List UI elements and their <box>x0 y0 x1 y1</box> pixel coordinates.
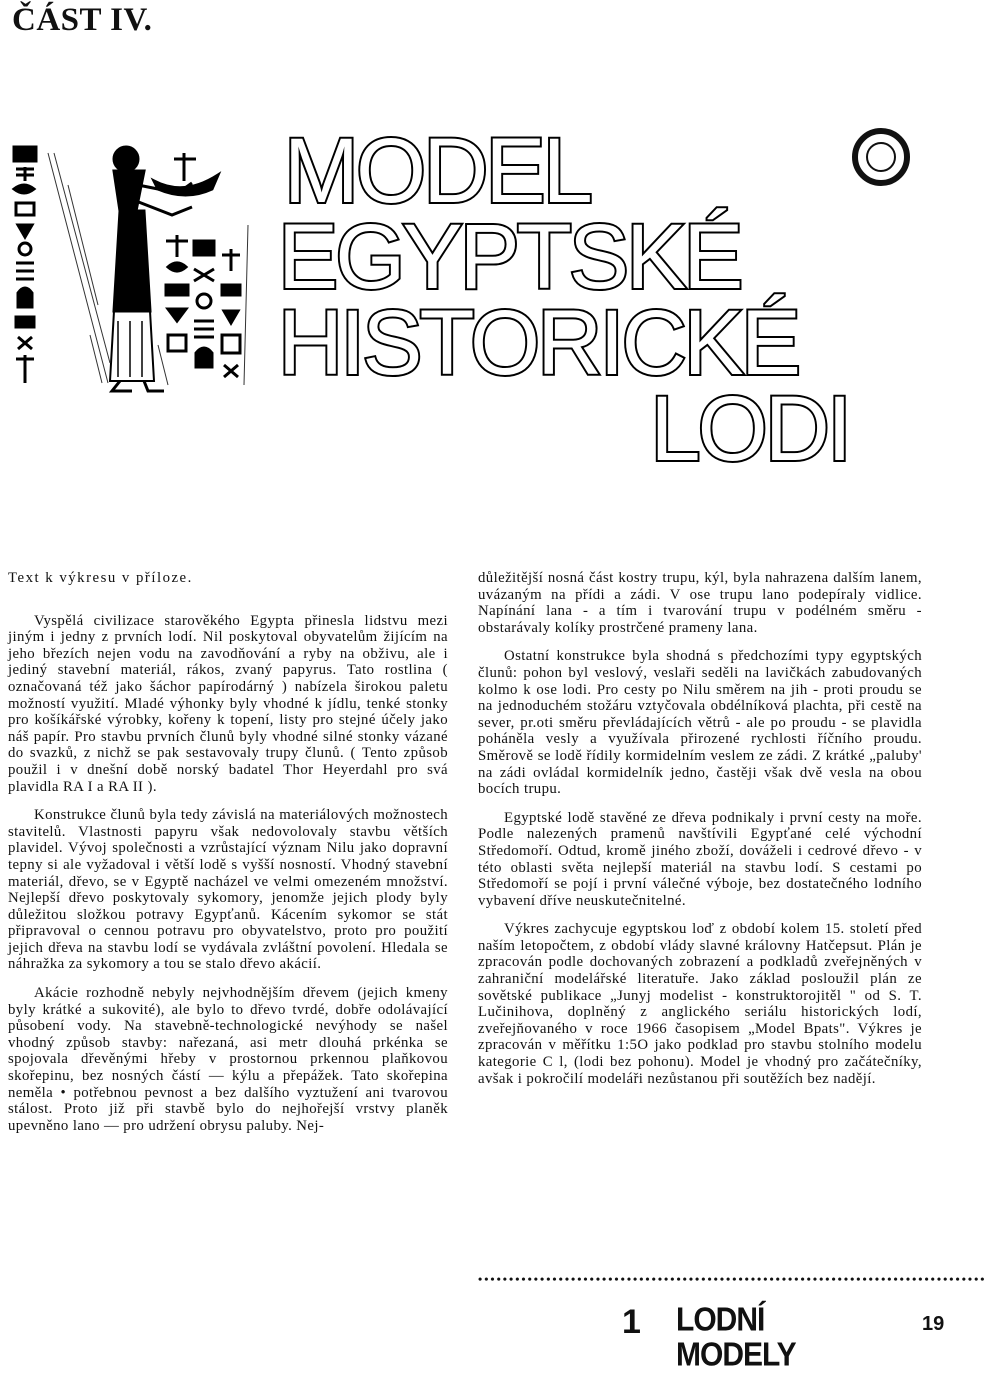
title-line-4: LODI <box>650 378 850 480</box>
paragraph: Akácie rozhodně nebyly nejvhodnějším dřevem (jejich kmeny byly krátké a sukovité), ale bylo to dřevo tvrdé, dobře odolávající působení vody. Na stavebně-technologické nevýhody se našel vhodný způsob stavby: nařezaná, asi metr dlouhá prkénka se spojovala dřevěnými hřeby v prostornou prkennou plaňkovou skořepinu, bez nosných částí — kýlu a přepážek. Tato skořepina neměla • potřebnou pevnost a bez dalšího vyztužení ani tvarovou stálost. Proto již při stavbě bylo do nejhořejší vrstvy planěk upevněno lano — pro udržení obrysu paluby. Nej- <box>8 985 448 1134</box>
paragraph: Konstrukce člunů byla tedy závislá na materiálových možnostech stavitelů. Vlastnosti papyru však nedovolovaly stavbu větších plavidel. Vývoj společnosti a vzrůstající význam Nilu jako dopravní tepny si ale vyžadoval i větší lodě s vyšší nosností. Vhodný stavební materiál, dřevo, se v Egyptě nacházel ve velmi omezeném množství. Nejlepší dřevo poskytovaly sykomory, jenomže jejich plody byly důležitou složkou potravy Egypťanů. Kácením sykomor se stát připravoval o cennou potravu pro obyvatelstvo, proto pro použití jejich dřeva na stavbu lodí se vydávala zvláštní povolení. Hledala se náhražka za sykomory a tou se stalo dřevo akácií. <box>8 807 448 973</box>
egyptian-figure-illustration <box>8 145 258 395</box>
title-line-2: EGYPTSKÉ <box>278 206 741 308</box>
sun-disc-icon <box>852 128 910 186</box>
title-line-1: MODEL <box>283 120 590 222</box>
paragraph: Výkres zachycuje egyptskou loď z období kolem 15. století před naším letopočtem, z období vlády slavné královny Hatčepsut. Plán je zpracován podle dochovaných zobrazení a podkladů zveřejněných v zahraniční modelářské literatuře. Jako základ posloužil plán ze sovětské publikace „Junyj modelist - konstruktorojitěl " od S. T. Lučinihova, doplněný z anglického seriálu historických lodí, zveřejňovaného v roce 1966 časopisem „Model Bpats". Výkres je zpracován v měřítku 1:5O jako podklad pro stavbu stolního modelu kategorie C l, (lodi bez pohonu). Model je vhodný pro začátečníky, avšak i pokročilí modeláři nezůstanou při soutěžích bez nadějí. <box>478 921 922 1087</box>
left-text-column <box>8 570 448 1146</box>
right-text-column <box>478 570 922 1099</box>
page-number: 1 <box>622 1303 641 1341</box>
paragraph: Egyptské lodě stavěné ze dřeva podnikaly i první cesty na moře. Podle nalezených pramenů navštívili Egypťané celé východní Středomoří. Odtud, kromě jiného zboží, dováželi i cedrové dřevo - v této oblasti světa nejlepší materiál na stavbu lodí. S cestami po Středomoří se pojí i první válečné výboje, bez dostatečného lodního vybavení dříve neuskutečnitelné. <box>478 809 922 909</box>
paragraph: Ostatní konstrukce byla shodná s předchozími typy egyptských člunů: pohon byl veslový, veslaři seděli na lavičkách zabudovaných kolmo k ose lodi. Pro cesty po Nilu směrem na jih - proti proudu se na jednoduchém stožáru vztyčovala obdélníková plachta, při cestě na sever, pr.oti směru převládajících větrů - ale po proudu - se plavidla poháněla vesly a využívala přirozené rychlosti říčního proudu. Směrově se lodě řídily kormidelním veslem ze zádi. Z krátké „paluby' na zádi ovládal kormidelník jedno, častěji však dvě vesla na obou bocích trupu. <box>478 648 922 798</box>
part-heading: ČÁST IV. <box>12 2 153 38</box>
dotted-divider: •••••••••••••••••••••••••••••••••••••••••••••••••••••••••••••••••••••••••••••••••• <box>478 1272 987 1286</box>
title-line-3: HISTORICKÉ <box>278 292 799 394</box>
article-title <box>278 120 918 480</box>
issue-number: 19 <box>922 1313 945 1335</box>
paragraph: důležitější nosná část kostry trupu, kýl, byla nahrazena dalším lanem, uvázaným na přídi a zádi. V ose trupu lano podepíraly vidlice. Napínání lana - a tím i tvarování trupu v podélném směru - obstarávaly kolíky prostrčené prameny lana. <box>478 570 922 636</box>
paragraph: Vyspělá civilizace starověkého Egypta přinesla lidstvu mezi jiným i jedny z prvních lodí. Nil poskytoval obyvatelům žijícím na jeho březích nejen vodu na zavodňování a ryby na obživu, ale i jediný stavební materiál, rákos, zvaný papyrus. Tato rostlina ( označovaná též jako šáchor papírodárný ) nabízela širokou paletu možností využití. Mladé výhonky byly vhodné k jídlu, tenké stonky pro košíkářské výrobky, kořeny k topení, listy pro stejné účely jako náš papír. Pro stavbu prvních člunů byly vhodné silné stonky vázané do svazků, z nichž se pak sestavovaly trupy člunů. ( Tento způsob použil i v dnešní době norský badatel Thor Heyerdahl pro svá plavidla RA I a RA II ). <box>8 612 448 795</box>
drawing-caption: Text k výkresu v příloze. <box>8 570 193 586</box>
magazine-name: LODNÍ MODELY <box>676 1301 796 1373</box>
